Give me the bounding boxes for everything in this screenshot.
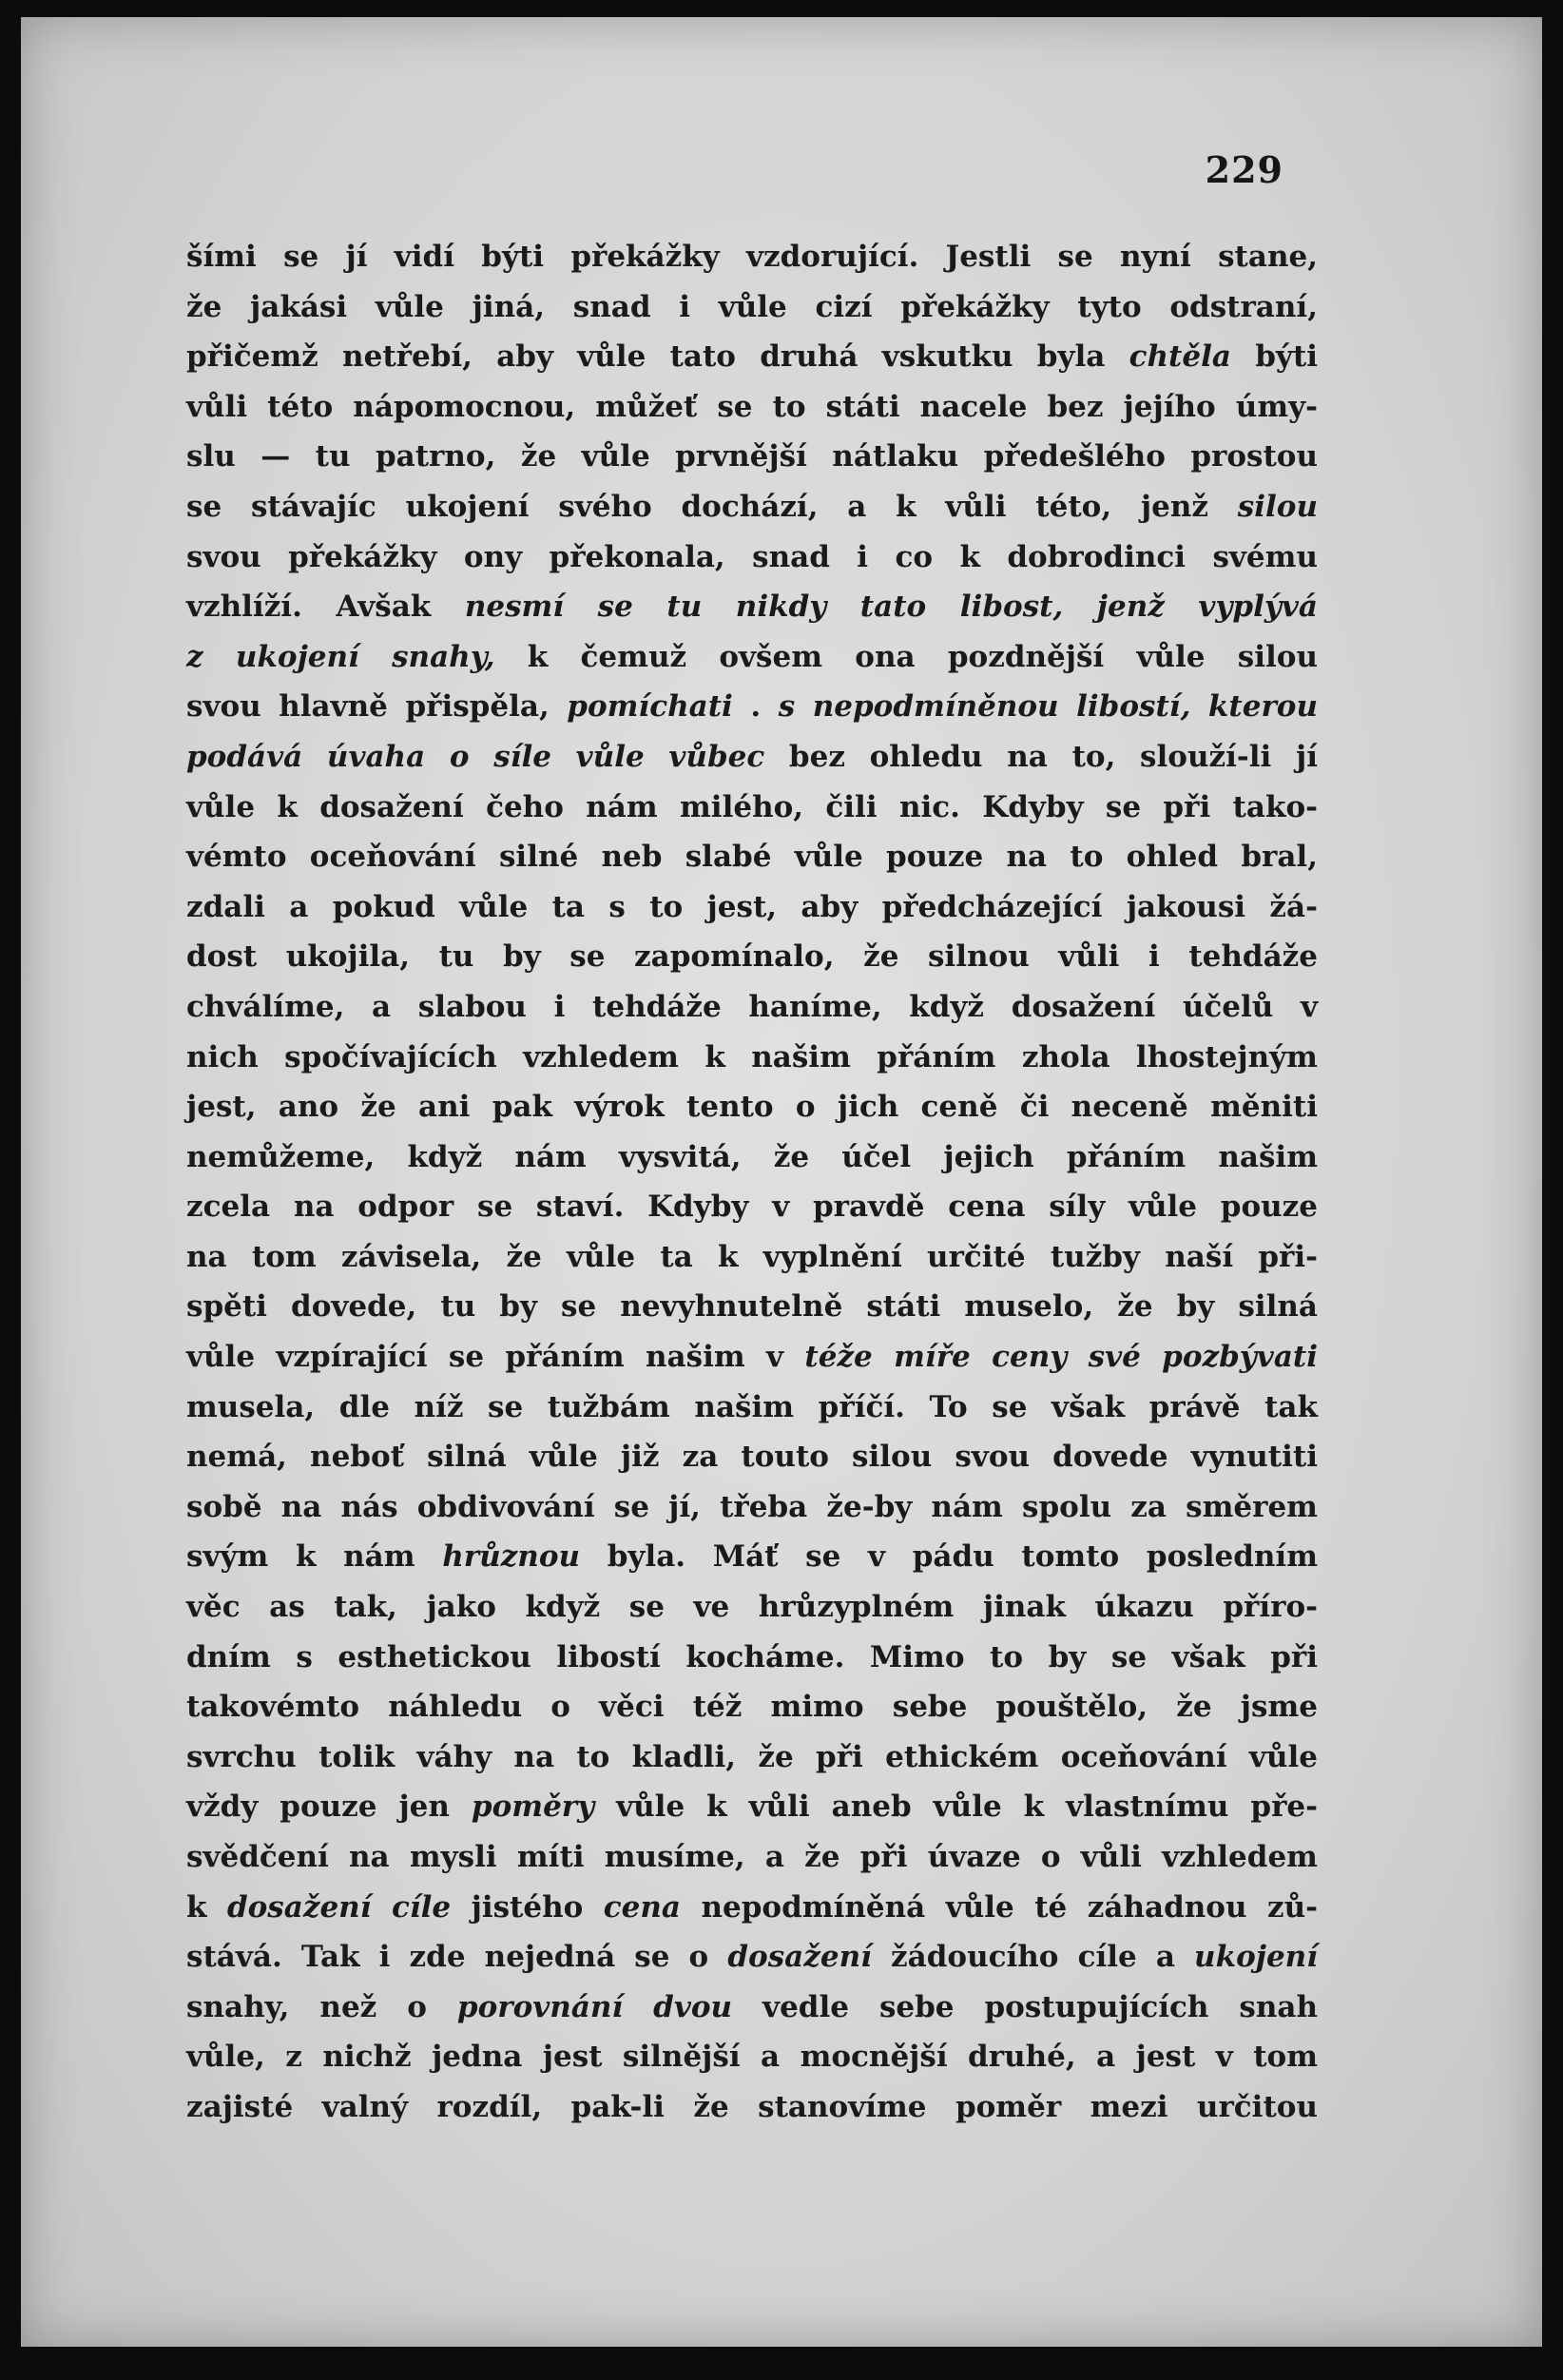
- italic-text: poměry: [471, 1790, 595, 1825]
- text-line: [186, 282, 1318, 333]
- book-page: [21, 17, 1542, 2347]
- text-segment: nepodmíněná vůle té záhadnou zů-: [681, 1889, 1318, 1925]
- text-line: [186, 332, 1318, 382]
- italic-text: porovnání dvou: [456, 1989, 733, 2024]
- italic-text: pomíchati: [567, 689, 733, 725]
- text-segment: k čemuž ovšem ona pozdnější vůle silou: [494, 639, 1319, 674]
- text-segment: snahy, než o: [186, 1989, 457, 2024]
- text-line: [186, 1432, 1318, 1482]
- text-segment: šími se jí vidí býti překážky vzdorující. Jestli se nyní stane,: [186, 240, 1318, 274]
- text-line: [186, 232, 1318, 282]
- text-segment: jest, ano že ani pak výrok tento o jich ceně či neceně měniti: [186, 1090, 1318, 1125]
- text-segment: se stávajíc ukojení svého dochází, a k vůli této, jenž: [186, 489, 1238, 524]
- text-segment: vůle k dosažení čeho nám milého, čili nic. Kdyby se při tako-: [186, 789, 1318, 824]
- text-segment: na tom závisela, že vůle ta k vyplnění určité tužby naší při-: [186, 1239, 1318, 1274]
- text-line: [186, 1182, 1318, 1232]
- page-number: 229: [1205, 148, 1283, 191]
- text-segment: zdali a pokud vůle ta s to jest, aby předcházející jakousi žá-: [186, 889, 1318, 924]
- text-segment: zcela na odpor se staví. Kdyby v pravdě cena síly vůle pouze: [186, 1190, 1318, 1225]
- text-line: [186, 2032, 1318, 2082]
- text-segment: nich spočívajících vzhledem k našim přáním zhola lhostejným: [186, 1039, 1318, 1074]
- text-line: [186, 1482, 1318, 1533]
- text-line: [186, 532, 1318, 583]
- text-line: [186, 1633, 1318, 1683]
- text-segment: spěti dovede, tu by se nevyhnutelně státi muselo, že by silná: [186, 1289, 1318, 1325]
- text-line: [186, 1732, 1318, 1783]
- text-line: [186, 1282, 1318, 1332]
- text-segment: dost ukojila, tu by se zapomínalo, že silnou vůli i tehdáže: [186, 939, 1318, 975]
- text-line: [186, 432, 1318, 482]
- italic-text: téže míře ceny své pozbývati: [804, 1340, 1318, 1375]
- body-text: [186, 232, 1318, 2133]
- text-line: [186, 1033, 1318, 1083]
- text-segment: vůle vzpírající se přáním našim v: [186, 1340, 805, 1375]
- text-line: [186, 632, 1318, 683]
- text-segment: jistého: [451, 1889, 604, 1925]
- text-line: [186, 1532, 1318, 1582]
- text-line: [186, 1232, 1318, 1283]
- italic-text: chtěla: [1129, 339, 1231, 375]
- text-segment: vémto oceňování silné neb slabé vůle pouze na to ohled bral,: [186, 840, 1318, 875]
- text-segment: nemůžeme, když nám vysvitá, že účel jejich přáním našim: [186, 1139, 1318, 1174]
- italic-text: nesmí se tu nikdy tato libost, jenž vyplývá: [464, 590, 1318, 625]
- text-segment: sobě na nás obdivování se jí, třeba že-by nám spolu za směrem: [186, 1489, 1318, 1524]
- text-segment: vůle k vůli aneb vůle k vlastnímu pře-: [594, 1790, 1318, 1825]
- italic-text: s nepodmíněnou libostí, kterou: [778, 689, 1318, 725]
- text-segment: vždy pouze jen: [186, 1790, 472, 1825]
- text-line: [186, 1782, 1318, 1832]
- text-line: [186, 1682, 1318, 1732]
- text-segment: slu — tu patrno, že vůle prvnější nátlaku předešlého prostou: [186, 439, 1318, 474]
- text-segment: přičemž netřebí, aby vůle tato druhá vskutku byla: [186, 339, 1129, 375]
- italic-text: cena: [603, 1889, 682, 1925]
- text-segment: chválíme, a slabou i tehdáže haníme, když dosažení účelů v: [186, 989, 1318, 1024]
- italic-text: hrůznou: [442, 1539, 581, 1575]
- text-segment: svou překážky ony překonala, snad i co k dobrodinci svému: [186, 539, 1318, 574]
- italic-text: dosažení cíle: [226, 1889, 452, 1925]
- text-segment: žádoucího cíle a: [871, 1940, 1195, 1975]
- text-line: [186, 2082, 1318, 2133]
- text-segment: zajisté valný rozdíl, pak-li že stanovíme poměr mezi určitou: [186, 2089, 1318, 2124]
- text-segment: svou hlavně přispěla,: [186, 689, 568, 725]
- text-line: [186, 982, 1318, 1033]
- text-line: [186, 482, 1318, 532]
- text-line: [186, 582, 1318, 632]
- text-line: [186, 682, 1318, 732]
- text-segment: takovémto náhledu o věci též mimo sebe pouštělo, že jsme: [186, 1690, 1318, 1725]
- italic-text: z ukojení snahy,: [186, 639, 495, 674]
- text-segment: k: [186, 1889, 227, 1925]
- italic-text: silou: [1237, 489, 1318, 524]
- text-line: [186, 1983, 1318, 2033]
- text-segment: .: [732, 689, 779, 725]
- text-line: [186, 1932, 1318, 1983]
- text-segment: byla. Máť se v pádu tomto posledním: [580, 1539, 1319, 1575]
- text-segment: nemá, neboť silná vůle již za touto silou svou dovede vynutiti: [186, 1440, 1318, 1475]
- text-segment: dním s esthetickou libostí kocháme. Mimo to by se však při: [186, 1639, 1318, 1674]
- text-line: [186, 882, 1318, 933]
- text-line: [186, 382, 1318, 433]
- text-line: [186, 1582, 1318, 1633]
- text-segment: vedle sebe postupujících snah: [732, 1989, 1318, 2024]
- text-line: [186, 783, 1318, 833]
- text-line: [186, 1383, 1318, 1433]
- italic-text: dosažení: [727, 1940, 872, 1975]
- italic-text: podává úvaha o síle vůle vůbec: [186, 739, 765, 774]
- text-segment: svrchu tolik váhy na to kladli, že při ethickém oceňování vůle: [186, 1739, 1318, 1774]
- text-segment: věc as tak, jako když se ve hrůzyplném jinak úkazu příro-: [186, 1590, 1318, 1625]
- text-line: [186, 1132, 1318, 1183]
- text-line: [186, 1082, 1318, 1132]
- text-line: [186, 732, 1318, 783]
- text-line: [186, 1332, 1318, 1383]
- text-segment: bez ohledu na to, slouží-li jí: [764, 739, 1318, 774]
- text-line: [186, 1832, 1318, 1883]
- text-segment: svým k nám: [186, 1539, 443, 1575]
- text-segment: vzhlíží. Avšak: [186, 590, 465, 625]
- text-line: [186, 832, 1318, 882]
- text-segment: musela, dle níž se tužbám našim příčí. To se však právě tak: [186, 1389, 1318, 1424]
- text-line: [186, 1883, 1318, 1933]
- text-segment: stává. Tak i zde nejedná se o: [186, 1940, 728, 1975]
- text-line: [186, 932, 1318, 982]
- italic-text: ukojení: [1194, 1940, 1318, 1975]
- text-segment: vůle, z nichž jedna jest silnější a mocnější druhé, a jest v tom: [186, 2040, 1318, 2075]
- text-segment: že jakási vůle jiná, snad i vůle cizí překážky tyto odstraní,: [186, 289, 1318, 324]
- text-segment: svědčení na mysli míti musíme, a že při úvaze o vůli vzhledem: [186, 1840, 1318, 1874]
- text-segment: vůli této nápomocnou, můžeť se to státi nacele bez jejího úmy-: [186, 389, 1318, 424]
- text-segment: býti: [1230, 339, 1319, 375]
